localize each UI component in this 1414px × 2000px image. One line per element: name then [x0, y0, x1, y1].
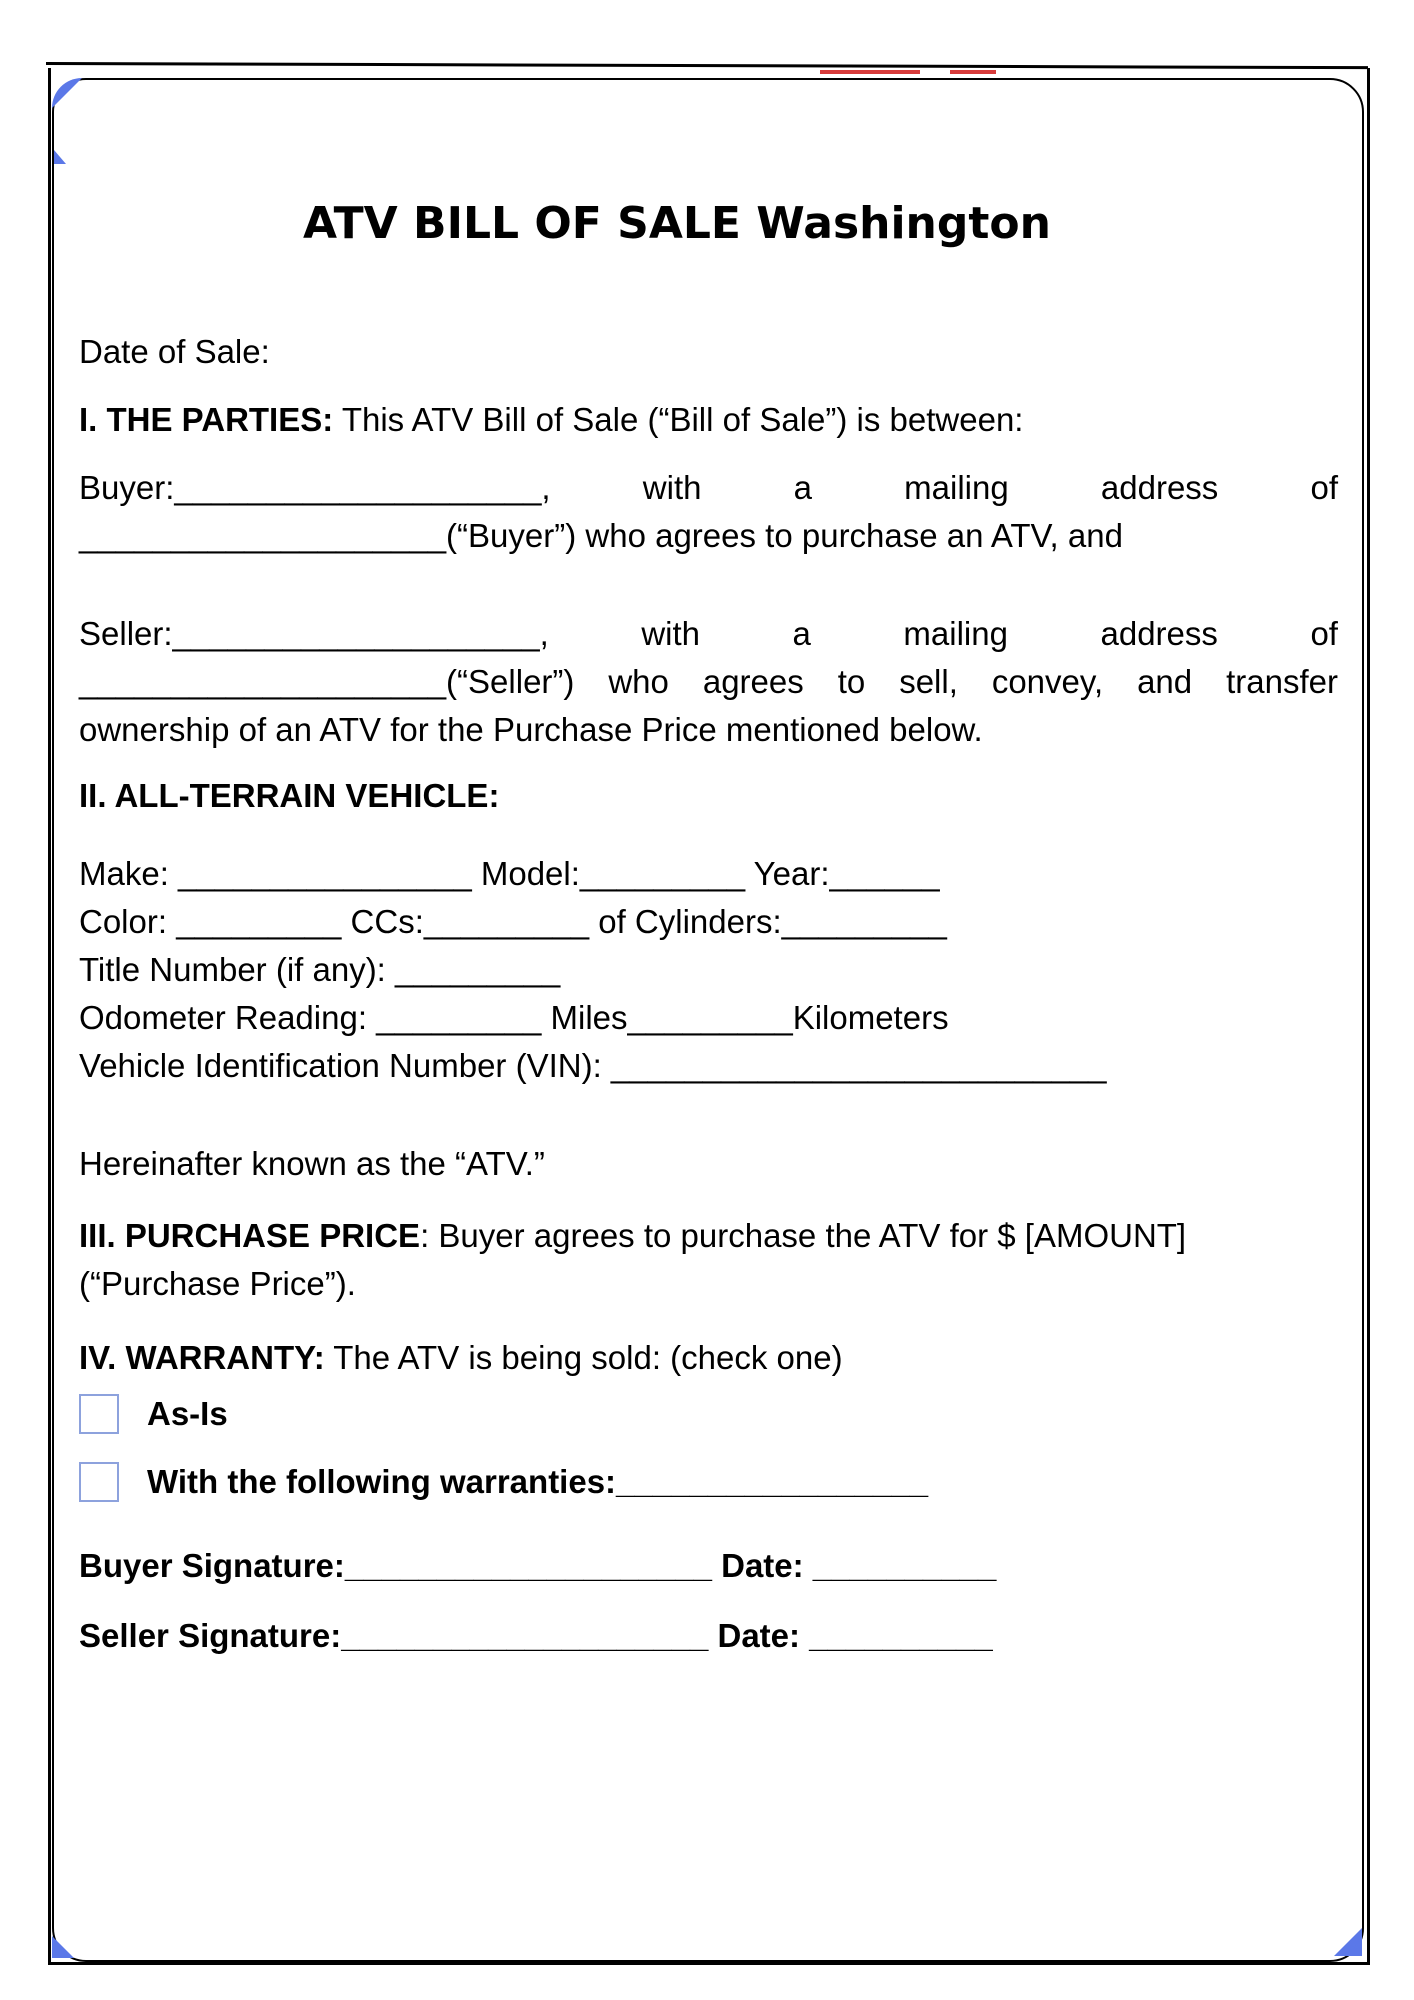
- purchase-price-heading: III. PURCHASE PRICE: [79, 1217, 421, 1254]
- buyer-name-field: Buyer:____________________,: [79, 469, 551, 506]
- word: a: [792, 615, 811, 652]
- purchase-price-line-1: [79, 1212, 1338, 1260]
- seller-name-field: Seller:____________________,: [79, 615, 549, 652]
- word: mailing: [904, 469, 1009, 506]
- vehicle-title-number: Title Number (if any): _________: [79, 951, 561, 988]
- with-warranties-label: With the following warranties:_________________: [147, 1463, 929, 1500]
- seller-signature-line: [79, 1612, 1338, 1660]
- purchase-price-line-2: (“Purchase Price”).: [79, 1265, 356, 1302]
- word: to: [837, 663, 866, 700]
- word: transfer: [1226, 663, 1338, 700]
- parties-intro: This ATV Bill of Sale (“Bill of Sale”) is between:: [333, 401, 1024, 438]
- seller-signature-field: Seller Signature:____________________: [79, 1617, 709, 1654]
- word: with: [642, 469, 702, 506]
- word: sell,: [899, 663, 958, 700]
- hereinafter-text: Hereinafter known as the “ATV.”: [79, 1145, 545, 1182]
- seller-signature-date: Date: __________: [717, 1617, 993, 1654]
- warranty-option-as-is[interactable]: [79, 1394, 228, 1434]
- word: of: [1310, 469, 1338, 506]
- seller-line-3: ownership of an ATV for the Purchase Price mentioned below.: [79, 711, 983, 748]
- buyer-signature-field: Buyer Signature:____________________: [79, 1547, 712, 1584]
- word: convey,: [991, 663, 1104, 700]
- warranty-text: The ATV is being sold: (check one): [324, 1339, 843, 1376]
- warranty-line: [79, 1334, 1338, 1382]
- buyer-signature-date: Date: __________: [721, 1547, 997, 1584]
- word: with: [641, 615, 700, 652]
- parties-paragraph: [79, 396, 1338, 444]
- vehicle-make-model-year: Make: ________________ Model:_________ Year:______: [79, 855, 940, 892]
- as-is-label: As-Is: [147, 1395, 228, 1432]
- vehicle-heading: [79, 772, 1338, 820]
- purchase-price-text: : Buyer agrees to purchase the ATV for $ [AMOUNT]: [420, 1217, 1187, 1254]
- word: and: [1137, 663, 1193, 700]
- document-title: ATV BILL OF SALE Washington: [303, 198, 1051, 249]
- warranty-option-with-warranties[interactable]: [79, 1462, 928, 1502]
- word: of: [1310, 615, 1338, 652]
- date-of-sale-label: Date of Sale:: [79, 333, 270, 370]
- seller-line-2: [79, 658, 1338, 706]
- seller-address-field: ____________________(“Seller”): [79, 663, 575, 700]
- buyer-line-2: ____________________(“Buyer”) who agrees to purchase an ATV, and: [79, 517, 1123, 554]
- warranty-heading: IV. WARRANTY:: [79, 1339, 325, 1376]
- vehicle-heading-text: II. ALL-TERRAIN VEHICLE:: [79, 777, 500, 814]
- buyer-signature-line: [79, 1542, 1338, 1590]
- vehicle-odometer: Odometer Reading: _________ Miles_________Kilometers: [79, 999, 949, 1036]
- with-warranties-checkbox[interactable]: [79, 1462, 119, 1502]
- word: who: [608, 663, 669, 700]
- word: agrees: [702, 663, 804, 700]
- word: mailing: [903, 615, 1008, 652]
- parties-heading: I. THE PARTIES:: [79, 401, 334, 438]
- word: address: [1100, 615, 1218, 652]
- buyer-line-1: [79, 464, 1338, 512]
- as-is-checkbox[interactable]: [79, 1394, 119, 1434]
- seller-line-1: [79, 610, 1338, 658]
- word: address: [1100, 469, 1219, 506]
- word: a: [793, 469, 812, 506]
- vehicle-vin: Vehicle Identification Number (VIN): ___________________________: [79, 1047, 1107, 1084]
- vehicle-color-ccs-cylinders: Color: _________ CCs:_________ of Cylinders:_________: [79, 903, 947, 940]
